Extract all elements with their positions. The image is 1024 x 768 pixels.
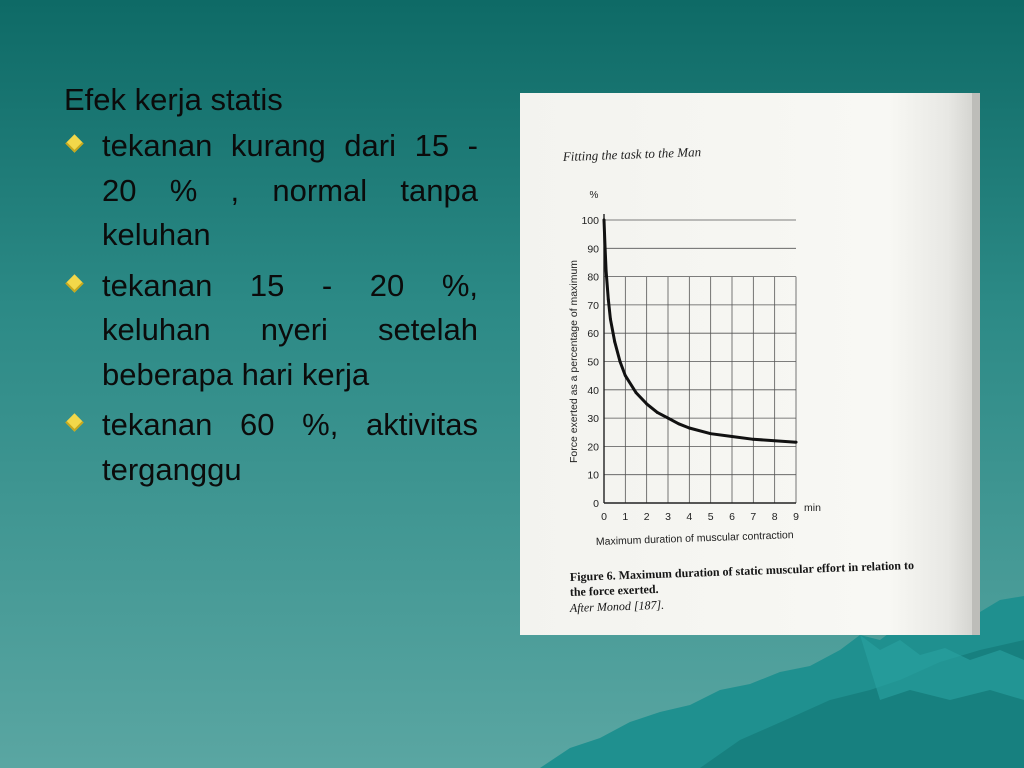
data-point (604, 247, 607, 250)
y-tick-label: 30 (587, 413, 599, 426)
data-point (667, 417, 670, 420)
y-tick-label: 90 (587, 243, 599, 256)
duration-force-chart (520, 93, 980, 635)
data-point (619, 360, 622, 363)
diamond-bullet-icon (65, 274, 83, 292)
x-tick-label: 7 (750, 511, 757, 523)
x-axis-label: Maximum duration of muscular contraction (595, 529, 794, 548)
x-tick-label: 6 (729, 511, 735, 523)
figure-source: After Monod [187]. (569, 597, 665, 615)
y-unit-label: % (589, 190, 599, 201)
x-unit-label: min (804, 502, 821, 514)
x-tick-label: 5 (707, 511, 714, 523)
y-tick-label: 60 (587, 328, 599, 341)
x-tick-label: 2 (643, 511, 650, 523)
y-axis-label: Force exerted as a percentage of maximum (568, 259, 580, 464)
y-tick-label: 10 (587, 469, 599, 482)
data-point (607, 298, 610, 301)
x-tick-label: 3 (665, 511, 671, 523)
data-point (605, 270, 608, 273)
diamond-bullet-icon (65, 134, 83, 152)
x-tick-label: 0 (601, 511, 607, 523)
y-tick-label: 80 (587, 271, 599, 284)
bullet-item (64, 124, 478, 258)
page-header: Fitting the task to the Man (562, 144, 702, 164)
slide-text (64, 80, 478, 498)
bullet-text: tekanan kurang dari 15 - 20 % , normal tanpa keluhan (102, 128, 478, 252)
data-point (613, 340, 616, 343)
data-point (677, 422, 680, 425)
slide-heading: Efek kerja statis (64, 82, 283, 117)
data-point (645, 403, 648, 406)
y-tick-label: 100 (581, 215, 599, 227)
bullet-item (64, 403, 478, 492)
figure-caption-line1: Figure 6. Maximum duration of static muscular effort in relation to (569, 557, 915, 584)
bullet-list (64, 124, 478, 492)
data-point (624, 374, 627, 377)
data-point (635, 391, 638, 394)
data-point (773, 439, 776, 442)
data-point (795, 441, 798, 444)
x-tick-label: 1 (622, 511, 629, 523)
data-point (656, 411, 659, 414)
data-point (731, 435, 734, 438)
diamond-bullet-icon (65, 413, 83, 431)
y-tick-label: 40 (587, 384, 599, 397)
x-tick-label: 9 (793, 511, 799, 523)
figure-caption-line2: the force exerted. (569, 581, 659, 599)
data-point (709, 432, 712, 435)
series-line (604, 220, 796, 442)
scanned-book-page (520, 93, 980, 635)
bullet-text: tekanan 15 - 20 %, keluhan nyeri setelah beberapa hari kerja (102, 267, 478, 392)
data-point (688, 427, 691, 430)
x-tick-label: 8 (771, 511, 778, 523)
y-tick-label: 50 (587, 356, 599, 369)
data-point (603, 219, 606, 222)
bullet-text: tekanan 60 %, aktivitas terganggu (102, 407, 478, 487)
y-tick-label: 20 (587, 441, 599, 454)
y-tick-label: 0 (593, 498, 599, 510)
x-tick-label: 4 (686, 511, 693, 523)
data-point (609, 318, 612, 321)
y-tick-label: 70 (587, 299, 599, 312)
data-point (752, 438, 755, 441)
bullet-item (64, 264, 478, 398)
